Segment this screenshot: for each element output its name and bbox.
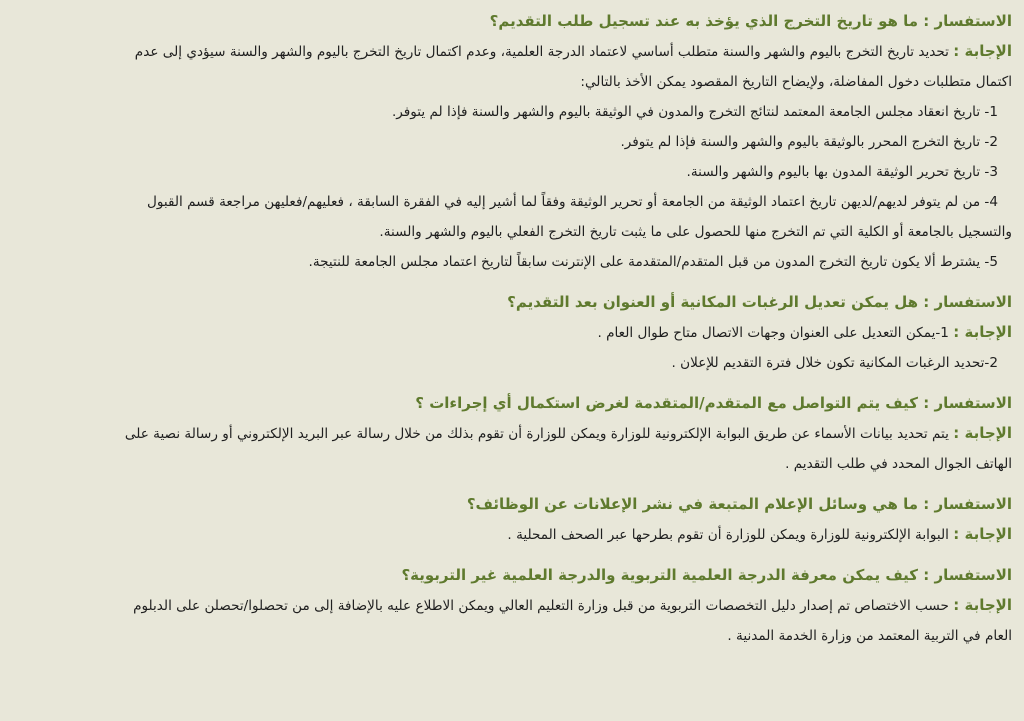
faq-question: [14, 489, 1012, 519]
answer-line: والتسجيل بالجامعة أو الكلية التي تم التخرج منها للحصول على ما يثبت تاريخ التخرج الفعلي باليوم والشهر والسنة.: [379, 224, 1012, 240]
answer-label: الإجابة :: [953, 424, 1012, 442]
answer-text: حسب الاختصاص تم إصدار دليل التخصصات التربوية من قبل وزارة التعليم العالي ويمكن الاطلاع عليه بالإضافة إلى من تحصلوا/تحصلن على الدبلوم: [133, 598, 949, 614]
question-text: كيف يتم التواصل مع المتقدم/المتقدمة لغرض استكمال أي إجراءات ؟: [415, 394, 919, 412]
question-label: الاستفسار :: [923, 12, 1012, 30]
answer-label: الإجابة :: [953, 42, 1012, 60]
answer-line: [14, 36, 1012, 67]
faq-answer: [14, 590, 1012, 651]
answer-line: [14, 519, 1012, 550]
faq-answer: [14, 519, 1012, 550]
answer-label: الإجابة :: [953, 525, 1012, 543]
answer-line: [14, 590, 1012, 621]
question-label: الاستفسار :: [923, 394, 1012, 412]
faq-item-contact: [14, 388, 1012, 479]
answer-line: 1- تاريخ انعقاد مجلس الجامعة المعتمد لنتائج التخرج والمدون في الوثيقة باليوم والشهر والسنة فإذا لم يتوفر.: [391, 104, 998, 120]
spacer: [14, 378, 1012, 388]
answer-line: 3- تاريخ تحرير الوثيقة المدون بها باليوم والشهر والسنة.: [686, 164, 998, 180]
answer-text: البوابة الإلكترونية للوزارة ويمكن للوزارة أن تقوم بطرحها عبر الصحف المحلية .: [507, 527, 949, 543]
question-label: الاستفسار :: [923, 495, 1012, 513]
answer-line: [14, 317, 1012, 348]
question-text: كيف يمكن معرفة الدرجة العلمية التربوية والدرجة العلمية غير التربوية؟: [401, 566, 919, 584]
faq-item-degree: [14, 560, 1012, 651]
faq-question: [14, 287, 1012, 317]
question-text: ما هي وسائل الإعلام المتبعة في نشر الإعلانات عن الوظائف؟: [466, 495, 919, 513]
answer-line: 5- يشترط ألا يكون تاريخ التخرج المدون من قبل المتقدم/المتقدمة على الإنترنت سابقاً لتاريخ اعتماد مجلس الجامعة للنتيجة.: [308, 254, 998, 270]
spacer: [14, 550, 1012, 560]
answer-line: 2-تحديد الرغبات المكانية تكون خلال فترة التقديم للإعلان .: [671, 355, 998, 371]
faq-item-media: [14, 489, 1012, 550]
faq-answer: [14, 418, 1012, 479]
answer-line: الهاتف الجوال المحدد في طلب التقديم .: [785, 456, 1012, 472]
question-label: الاستفسار :: [923, 566, 1012, 584]
faq-answer: [14, 317, 1012, 378]
answer-text: يتم تحديد بيانات الأسماء عن طريق البوابة الإلكترونية للوزارة ويمكن للوزارة أن تقوم بذلك من خلال رسالة عبر البريد الإلكتروني أو رسالة نصية على: [124, 426, 949, 442]
question-text: ما هو تاريخ التخرج الذي يؤخذ به عند تسجيل طلب التقديم؟: [489, 12, 919, 30]
spacer: [14, 479, 1012, 489]
spacer: [14, 277, 1012, 287]
answer-line: العام في التربية المعتمد من وزارة الخدمة المدنية .: [727, 628, 1012, 644]
question-text: هل يمكن تعديل الرغبات المكانية أو العنوان بعد التقديم؟: [507, 293, 919, 311]
answer-line: اكتمال متطلبات دخول المفاضلة، ولإيضاح التاريخ المقصود يمكن الأخذ بالتالي:: [580, 74, 1012, 90]
question-label: الاستفسار :: [923, 293, 1012, 311]
answer-label: الإجابة :: [953, 323, 1012, 341]
faq-item-graduation-date: [14, 6, 1012, 277]
faq-question: [14, 6, 1012, 36]
faq-item-edit-preferences: [14, 287, 1012, 378]
answer-text: تحديد تاريخ التخرج باليوم والشهر والسنة متطلب أساسي لاعتماد الدرجة العلمية، وعدم اكتمال تاريخ التخرج باليوم والشهر والسنة سيؤدي إلى عدم: [134, 44, 949, 60]
answer-text: 1-يمكن التعديل على العنوان وجهات الاتصال متاح طوال العام .: [597, 325, 949, 341]
answer-line: 2- تاريخ التخرج المحرر بالوثيقة باليوم والشهر والسنة فإذا لم يتوفر.: [620, 134, 998, 150]
answer-line: 4- من لم يتوفر لديهم/لديهن تاريخ اعتماد الوثيقة من الجامعة أو تحرير الوثيقة وفقاً لما أشير إليه في الفقرة السابقة ، فعليهم/فعليهن مراجعة قسم القبول: [146, 194, 998, 210]
answer-label: الإجابة :: [953, 596, 1012, 614]
faq-question: [14, 560, 1012, 590]
faq-answer: [14, 36, 1012, 277]
answer-line: [14, 418, 1012, 449]
faq-question: [14, 388, 1012, 418]
